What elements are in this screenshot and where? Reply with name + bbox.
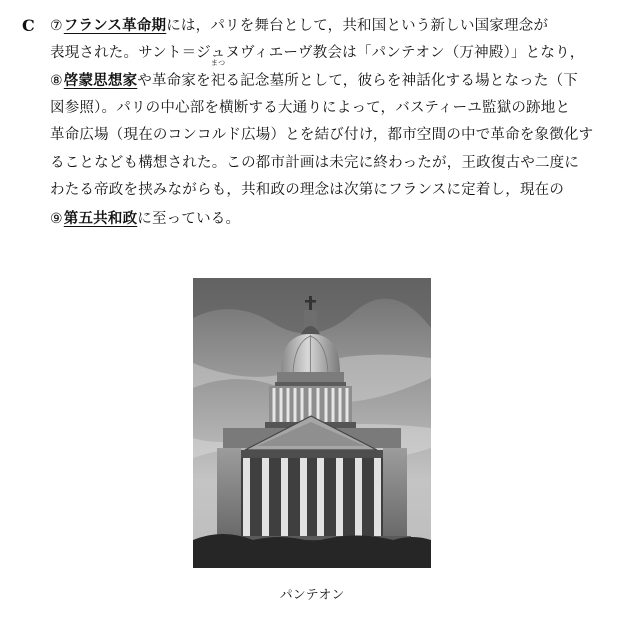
figure-caption: パンテオン [279,588,345,603]
pantheon-photo [193,278,431,568]
ruby-kanji [210,59,226,96]
passage-text: 表現された。サント＝ジュヌヴィエーヴ教会は「パンテオン（万神殿）」となり， [50,44,585,61]
passage-text: には，パリを舞台として，共和国という新しい国家理念が [166,18,549,34]
passage-line [50,40,598,68]
passage-text: 革命広場（現在のコンコルド広場）とを結び付け，都市空間の中で革命を象徴化す [50,127,594,143]
passage-text: に至っている。 [137,210,241,227]
passage-line [50,122,598,150]
marker-8: ⑧ [50,73,63,89]
marker-7: ⑦ [50,18,63,34]
ruby-reading: まつ [210,59,226,67]
underlined-term-7: フランス革命期 [63,17,167,34]
passage-text: 図参照）。パリの中心部を横断する大通りによって，バスティーユ監獄の跡地と [50,99,571,116]
passage-line [50,150,598,178]
passage-line [50,59,598,95]
passage-text: る記念墓所として，彼らを神話化する場となった（下 [225,73,578,89]
passage-line [22,12,598,40]
passage-text: や革命家を [137,73,211,89]
passage-line [50,205,598,233]
section-letter: C [22,16,35,35]
passage-text: わたる帝政を挟みながらも，共和政の理念は次第にフランスに定着し，現在の [50,182,565,198]
passage-text: ることなども構想された。この都市計画は未完に終わったが，王政復古や二度に [50,154,580,171]
underlined-term-9: 第五共和政 [63,209,138,227]
underlined-term-8: 啓蒙思想家 [63,72,138,89]
passage-line [50,95,598,123]
marker-9: ⑨ [50,210,63,227]
passage [22,12,598,232]
passage-line [50,177,598,205]
ruby-base: 祀 [210,73,226,89]
